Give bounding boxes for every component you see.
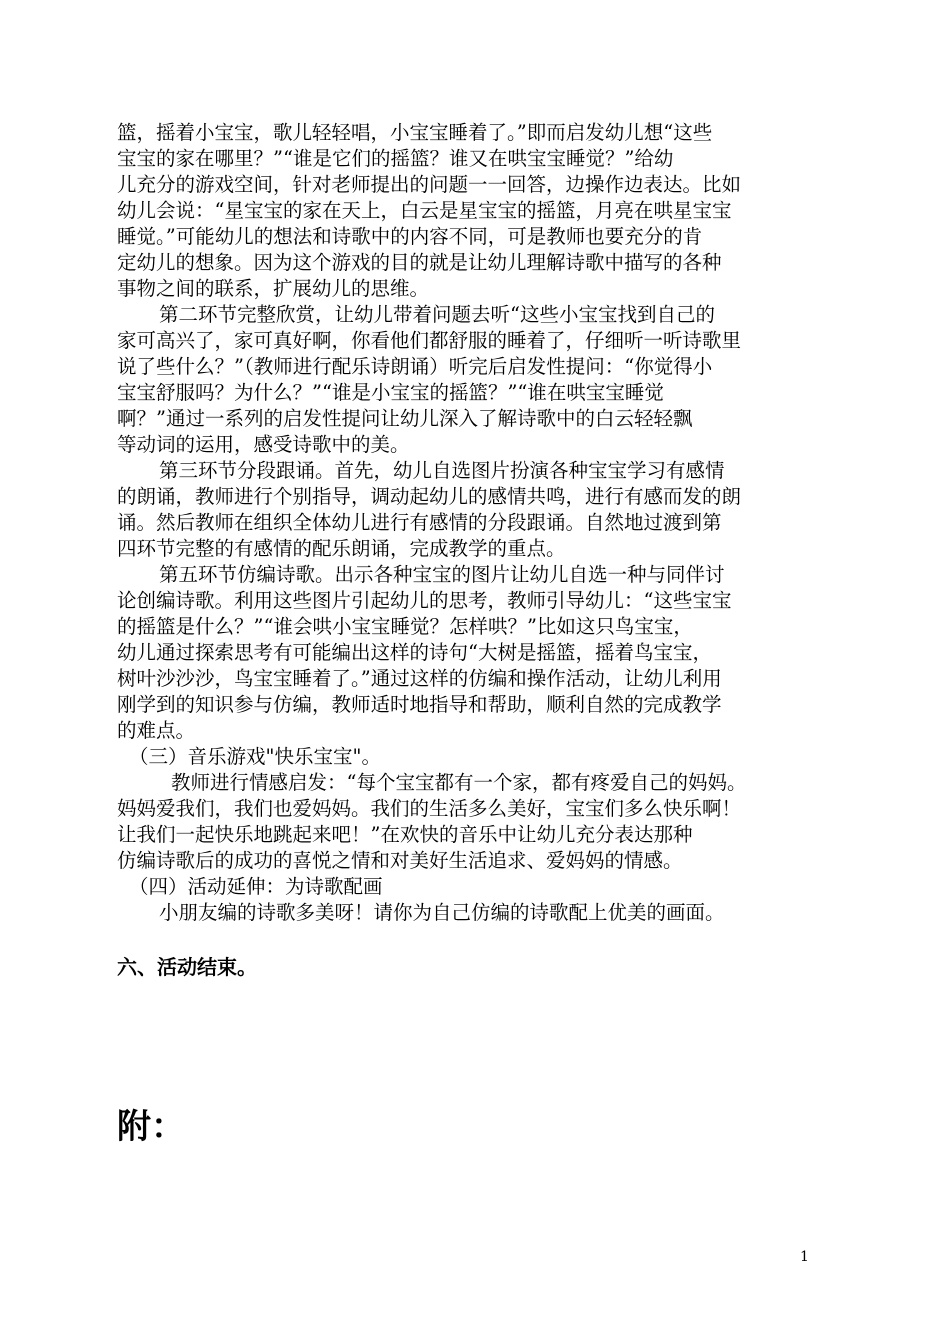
paragraph-line: 四环节完整的有感情的配乐朗诵，完成教学的重点。 xyxy=(117,537,566,560)
paragraph-line: 事物之间的联系，扩展幼儿的思维。 xyxy=(117,277,430,300)
paragraph-line: 宝宝的家在哪里？”“谁是它们的摇篮？谁又在哄宝宝睡觉？”给幼 xyxy=(117,147,674,170)
paragraph-line: 诵。然后教师在组织全体幼儿进行有感情的分段跟诵。自然地过渡到第 xyxy=(117,511,722,534)
paragraph-line: 小朋友编的诗歌多美呀！请你为自己仿编的诗歌配上优美的画面。 xyxy=(159,901,725,924)
subsection-heading: （四）活动延伸：为诗歌配画 xyxy=(129,875,383,898)
paragraph-line: 第三环节分段跟诵。首先，幼儿自选图片扮演各种宝宝学习有感情 xyxy=(159,459,725,482)
paragraph-line: 定幼儿的想象。因为这个游戏的目的就是让幼儿理解诗歌中描写的各种 xyxy=(117,251,722,274)
paragraph-line: 睡觉。”可能幼儿的想法和诗歌中的内容不同，可是教师也要充分的肯 xyxy=(117,225,703,248)
paragraph-line: 的朗诵，教师进行个别指导，调动起幼儿的感情共鸣，进行有感而发的朗 xyxy=(117,485,742,508)
paragraph-line: 说了些什么？”（教师进行配乐诗朗诵）听完后启发性提问：“你觉得小 xyxy=(117,355,713,378)
paragraph-line: 等动词的运用，感受诗歌中的美。 xyxy=(117,433,410,456)
paragraph-line: 第五环节仿编诗歌。出示各种宝宝的图片让幼儿自选一种与同伴讨 xyxy=(159,563,725,586)
paragraph-line: 论创编诗歌。利用这些图片引起幼儿的思考，教师引导幼儿：“这些宝宝 xyxy=(117,589,732,612)
paragraph-line: 妈妈爱我们，我们也爱妈妈。我们的生活多么美好，宝宝们多么快乐啊！ xyxy=(117,797,742,820)
paragraph-line: 啊？”通过一系列的启发性提问让幼儿深入了解诗歌中的白云轻轻飘 xyxy=(117,407,693,430)
paragraph-line: 宝宝舒服吗？为什么？”“谁是小宝宝的摇篮？”“谁在哄宝宝睡觉 xyxy=(117,381,664,404)
paragraph-line: 篮，摇着小宝宝，歌儿轻轻唱，小宝宝睡着了。”即而启发幼儿想“这些 xyxy=(117,121,713,144)
paragraph-line: 幼儿通过探索思考有可能编出这样的诗句“大树是摇篮，摇着鸟宝宝， xyxy=(117,641,712,664)
paragraph-line: 教师进行情感启发：“每个宝宝都有一个家，都有疼爱自己的妈妈。 xyxy=(171,771,747,794)
paragraph-line: 让我们一起快乐地跳起来吧！”在欢快的音乐中让幼儿充分表达那种 xyxy=(117,823,693,846)
paragraph-line: 家可高兴了，家可真好啊，你看他们都舒服的睡着了，仔细听一听诗歌里 xyxy=(117,329,742,352)
paragraph-line: 第二环节完整欣赏，让幼儿带着问题去听“这些小宝宝找到自己的 xyxy=(159,303,715,326)
paragraph-line: 仿编诗歌后的成功的喜悦之情和对美好生活追求、爱妈妈的情感。 xyxy=(117,849,683,872)
section-heading: 六、活动结束。 xyxy=(117,955,257,979)
subsection-heading: （三）音乐游戏"快乐宝宝"。 xyxy=(129,745,381,768)
paragraph-line: 的难点。 xyxy=(117,719,196,742)
appendix-label: 附： xyxy=(117,1107,185,1147)
paragraph-line: 的摇篮是什么？”“谁会哄小宝宝睡觉？怎样哄？”比如这只鸟宝宝， xyxy=(117,615,693,638)
paragraph-line: 儿充分的游戏空间，针对老师提出的问题一一回答，边操作边表达。比如 xyxy=(117,173,742,196)
paragraph-line: 刚学到的知识参与仿编，教师适时地指导和帮助，顺利自然的完成教学 xyxy=(117,693,722,716)
page-number: 1 xyxy=(800,1249,809,1265)
paragraph-line: 幼儿会说：“星宝宝的家在天上，白云是星宝宝的摇篮，月亮在哄星宝宝 xyxy=(117,199,732,222)
paragraph-line: 树叶沙沙沙，鸟宝宝睡着了。”通过这样的仿编和操作活动，让幼儿利用 xyxy=(117,667,722,690)
